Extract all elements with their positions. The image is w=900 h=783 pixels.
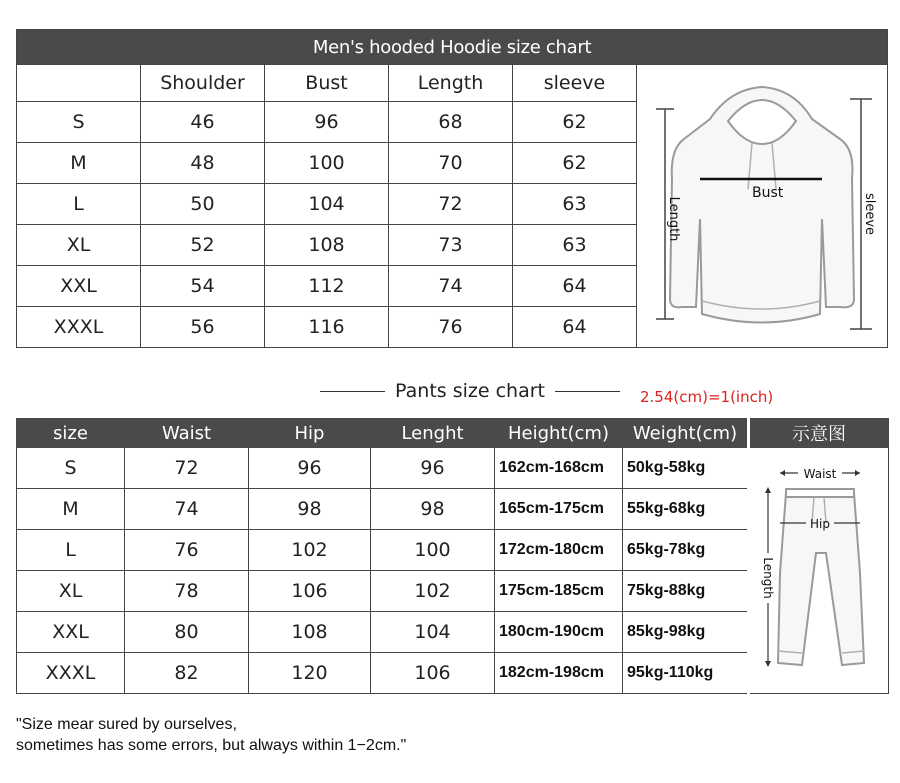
length-cell: 68 xyxy=(389,102,513,143)
bust-cell: 108 xyxy=(265,225,389,266)
pants-header-length: Lenght xyxy=(371,419,495,448)
waist-cell: 80 xyxy=(125,612,249,653)
title-divider-right xyxy=(555,391,620,392)
size-cell: S xyxy=(17,102,141,143)
pants-hip-label: Hip xyxy=(810,517,830,531)
measurement-disclaimer xyxy=(16,714,406,756)
height-cell: 165cm-175cm xyxy=(495,489,623,530)
height-cell: 180cm-190cm xyxy=(495,612,623,653)
length-cell: 76 xyxy=(389,307,513,348)
pants-header-height: Height(cm) xyxy=(495,419,623,448)
length-cell: 70 xyxy=(389,143,513,184)
pants-diagram xyxy=(754,453,884,683)
length-cell: 74 xyxy=(389,266,513,307)
size-cell: XXXL xyxy=(17,653,125,694)
sleeve-cell: 63 xyxy=(513,225,637,266)
hoodie-sleeve-label: sleeve xyxy=(861,192,877,235)
hoodie-length-label: Length xyxy=(665,196,681,241)
weight-cell: 95kg-110kg xyxy=(623,653,749,694)
height-cell: 172cm-180cm xyxy=(495,530,623,571)
hoodie-header-shoulder: Shoulder xyxy=(141,65,265,102)
pants-header-hip: Hip xyxy=(249,419,371,448)
shoulder-cell: 54 xyxy=(141,266,265,307)
hoodie-header-bust: Bust xyxy=(265,65,389,102)
pants-waist-label: Waist xyxy=(803,467,837,481)
height-cell: 175cm-185cm xyxy=(495,571,623,612)
hip-cell: 98 xyxy=(249,489,371,530)
size-cell: M xyxy=(17,489,125,530)
hoodie-diagram-cell xyxy=(637,65,888,348)
waist-cell: 74 xyxy=(125,489,249,530)
bust-cell: 116 xyxy=(265,307,389,348)
pants-diagram-cell xyxy=(749,448,889,694)
length-cell: 100 xyxy=(371,530,495,571)
size-cell: XXL xyxy=(17,266,141,307)
length-cell: 96 xyxy=(371,448,495,489)
size-cell: XXL xyxy=(17,612,125,653)
sleeve-cell: 62 xyxy=(513,102,637,143)
size-cell: L xyxy=(17,184,141,225)
hoodie-bust-label: Bust xyxy=(751,184,783,201)
shoulder-cell: 50 xyxy=(141,184,265,225)
length-cell: 102 xyxy=(371,571,495,612)
unit-conversion-note: 2.54(cm)=1(inch) xyxy=(640,388,774,406)
weight-cell: 65kg-78kg xyxy=(623,530,749,571)
sleeve-cell: 63 xyxy=(513,184,637,225)
shoulder-cell: 52 xyxy=(141,225,265,266)
pants-header-waist: Waist xyxy=(125,419,249,448)
waist-cell: 82 xyxy=(125,653,249,694)
length-cell: 98 xyxy=(371,489,495,530)
size-cell: XXXL xyxy=(17,307,141,348)
pants-section-title xyxy=(310,378,630,404)
sleeve-cell: 62 xyxy=(513,143,637,184)
weight-cell: 55kg-68kg xyxy=(623,489,749,530)
height-cell: 162cm-168cm xyxy=(495,448,623,489)
length-cell: 73 xyxy=(389,225,513,266)
pants-title-text: Pants size chart xyxy=(395,380,545,402)
disclaimer-line-1: "Size mear sured by ourselves, xyxy=(16,716,237,733)
hip-cell: 108 xyxy=(249,612,371,653)
bust-cell: 100 xyxy=(265,143,389,184)
shoulder-cell: 46 xyxy=(141,102,265,143)
sleeve-cell: 64 xyxy=(513,266,637,307)
shoulder-cell: 56 xyxy=(141,307,265,348)
disclaimer-line-2: sometimes has some errors, but always within 1−2cm." xyxy=(16,737,407,754)
hip-cell: 102 xyxy=(249,530,371,571)
hoodie-diagram xyxy=(640,69,885,339)
bust-cell: 96 xyxy=(265,102,389,143)
pants-size-table xyxy=(16,418,889,694)
hoodie-header-blank xyxy=(17,65,141,102)
height-cell: 182cm-198cm xyxy=(495,653,623,694)
length-cell: 72 xyxy=(389,184,513,225)
title-divider-left xyxy=(320,391,385,392)
shoulder-cell: 48 xyxy=(141,143,265,184)
sleeve-cell: 64 xyxy=(513,307,637,348)
size-cell: L xyxy=(17,530,125,571)
pants-header-size: size xyxy=(17,419,125,448)
hip-cell: 120 xyxy=(249,653,371,694)
pants-header-diagram: 示意图 xyxy=(749,419,889,448)
bust-cell: 112 xyxy=(265,266,389,307)
hoodie-header-sleeve: sleeve xyxy=(513,65,637,102)
pants-header-weight: Weight(cm) xyxy=(623,419,749,448)
size-cell: M xyxy=(17,143,141,184)
size-cell: S xyxy=(17,448,125,489)
hoodie-header-length: Length xyxy=(389,65,513,102)
weight-cell: 75kg-88kg xyxy=(623,571,749,612)
length-cell: 104 xyxy=(371,612,495,653)
waist-cell: 78 xyxy=(125,571,249,612)
hoodie-table-title: Men's hooded Hoodie size chart xyxy=(17,30,888,65)
length-cell: 106 xyxy=(371,653,495,694)
weight-cell: 85kg-98kg xyxy=(623,612,749,653)
hip-cell: 106 xyxy=(249,571,371,612)
waist-cell: 72 xyxy=(125,448,249,489)
size-cell: XL xyxy=(17,225,141,266)
size-cell: XL xyxy=(17,571,125,612)
bust-cell: 104 xyxy=(265,184,389,225)
hoodie-size-table xyxy=(16,29,888,348)
weight-cell: 50kg-58kg xyxy=(623,448,749,489)
waist-cell: 76 xyxy=(125,530,249,571)
pants-length-label: Length xyxy=(761,557,775,599)
table-row xyxy=(17,448,889,489)
hip-cell: 96 xyxy=(249,448,371,489)
